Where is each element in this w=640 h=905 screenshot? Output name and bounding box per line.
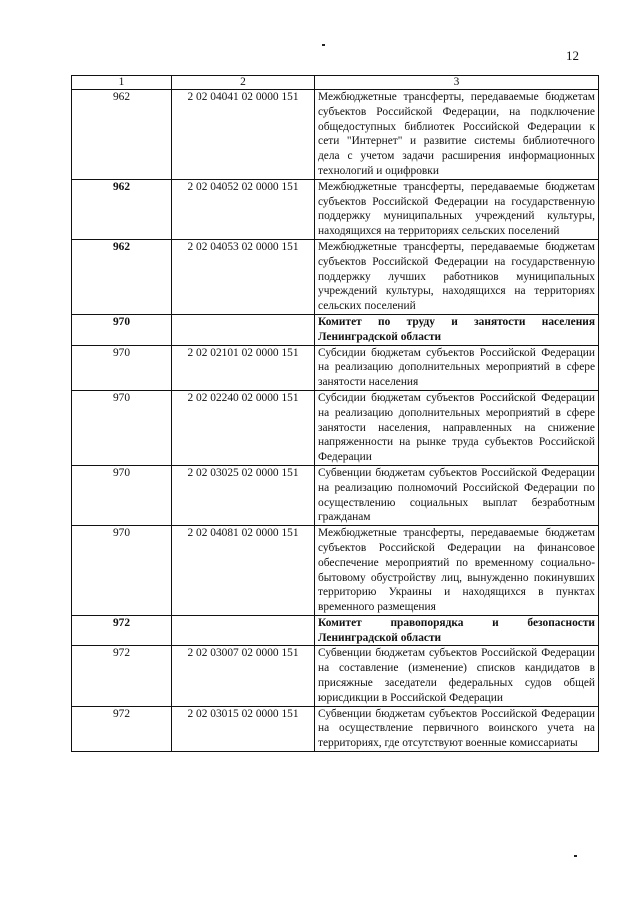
table-row: [72, 465, 599, 525]
description-cell: Комитет по труду и занятости населения Ленинградской области: [315, 314, 599, 345]
table-row: [72, 179, 599, 239]
scan-speck: [574, 855, 577, 857]
revenue-code-cell: 2 02 04081 02 0000 151: [172, 526, 315, 616]
revenue-code-cell: 2 02 02101 02 0000 151: [172, 345, 315, 390]
description-cell: Межбюджетные трансферты, передаваемые бюджетам субъектов Российской Федерации на государственную поддержку муниципальных учреждений культуры, находящихся на территориях сельских поселений: [315, 179, 599, 239]
column-header-2: 2: [172, 76, 315, 90]
description-cell: Субвенции бюджетам субъектов Российской Федерации на осуществление первичного воинского учета на территориях, где отсутствуют военные комиссариаты: [315, 706, 599, 751]
description-cell: Межбюджетные трансферты, передаваемые бюджетам субъектов Российской Федерации на финансовое обеспечение мероприятий по временному социально-бытовому обустройству лиц, вынужденно покинувших территорию Украины и находящихся в пунктах временного размещения: [315, 526, 599, 616]
page-number: 12: [566, 48, 579, 63]
revenue-code-cell: 2 02 03025 02 0000 151: [172, 465, 315, 525]
table-row: [72, 646, 599, 706]
column-header-1: 1: [72, 76, 172, 90]
description-cell: Межбюджетные трансферты, передаваемые бюджетам субъектов Российской Федерации, на подключение общедоступных библиотек Российской Федерации к сети "Интернет" и развитие системы библиотечного дела с учетом задачи расширения информационных технологий и оцифровки: [315, 90, 599, 180]
admin-code-cell: 972: [72, 615, 172, 646]
admin-code-cell: 970: [72, 465, 172, 525]
description-cell: Межбюджетные трансферты, передаваемые бюджетам субъектов Российской Федерации на государственную поддержку лучших работников муниципальных учреждений культуры, находящихся на территориях сельских поселений: [315, 239, 599, 314]
admin-code-cell: 972: [72, 706, 172, 751]
description-cell: Субсидии бюджетам субъектов Российской Федерации на реализацию дополнительных мероприятий в сфере занятости населения, направленных на снижение напряженности на рынке труда субъектов Российской Федерации: [315, 390, 599, 465]
revenue-code-cell: [172, 314, 315, 345]
admin-code-cell: 970: [72, 314, 172, 345]
revenue-code-cell: 2 02 04052 02 0000 151: [172, 179, 315, 239]
table-row: [72, 390, 599, 465]
table-row: [72, 90, 599, 180]
table-row: [72, 526, 599, 616]
admin-code-cell: 962: [72, 179, 172, 239]
revenue-code-cell: 2 02 02240 02 0000 151: [172, 390, 315, 465]
admin-code-cell: 970: [72, 526, 172, 616]
revenue-code-cell: 2 02 03015 02 0000 151: [172, 706, 315, 751]
section-row: [72, 314, 599, 345]
table-row: [72, 345, 599, 390]
column-header-3: 3: [315, 76, 599, 90]
table-header-row: [72, 76, 599, 90]
revenue-code-cell: [172, 615, 315, 646]
scan-speck: [322, 44, 325, 46]
section-row: [72, 615, 599, 646]
description-cell: Субвенции бюджетам субъектов Российской Федерации на реализацию полномочий Российской Федерации по осуществлению социальных выплат безработным гражданам: [315, 465, 599, 525]
admin-code-cell: 962: [72, 90, 172, 180]
description-cell: Субсидии бюджетам субъектов Российской Федерации на реализацию дополнительных мероприятий в сфере занятости населения: [315, 345, 599, 390]
table-row: [72, 706, 599, 751]
admin-code-cell: 972: [72, 646, 172, 706]
admin-code-cell: 970: [72, 345, 172, 390]
revenue-code-cell: 2 02 03007 02 0000 151: [172, 646, 315, 706]
revenue-code-cell: 2 02 04053 02 0000 151: [172, 239, 315, 314]
description-cell: Субвенции бюджетам субъектов Российской Федерации на составление (изменение) списков кандидатов в присяжные заседатели федеральных судов общей юрисдикции в Российской Федерации: [315, 646, 599, 706]
revenue-code-cell: 2 02 04041 02 0000 151: [172, 90, 315, 180]
description-cell: Комитет правопорядка и безопасности Ленинградской области: [315, 615, 599, 646]
admin-code-cell: 962: [72, 239, 172, 314]
budget-revenue-table: [71, 75, 599, 752]
admin-code-cell: 970: [72, 390, 172, 465]
table-row: [72, 239, 599, 314]
